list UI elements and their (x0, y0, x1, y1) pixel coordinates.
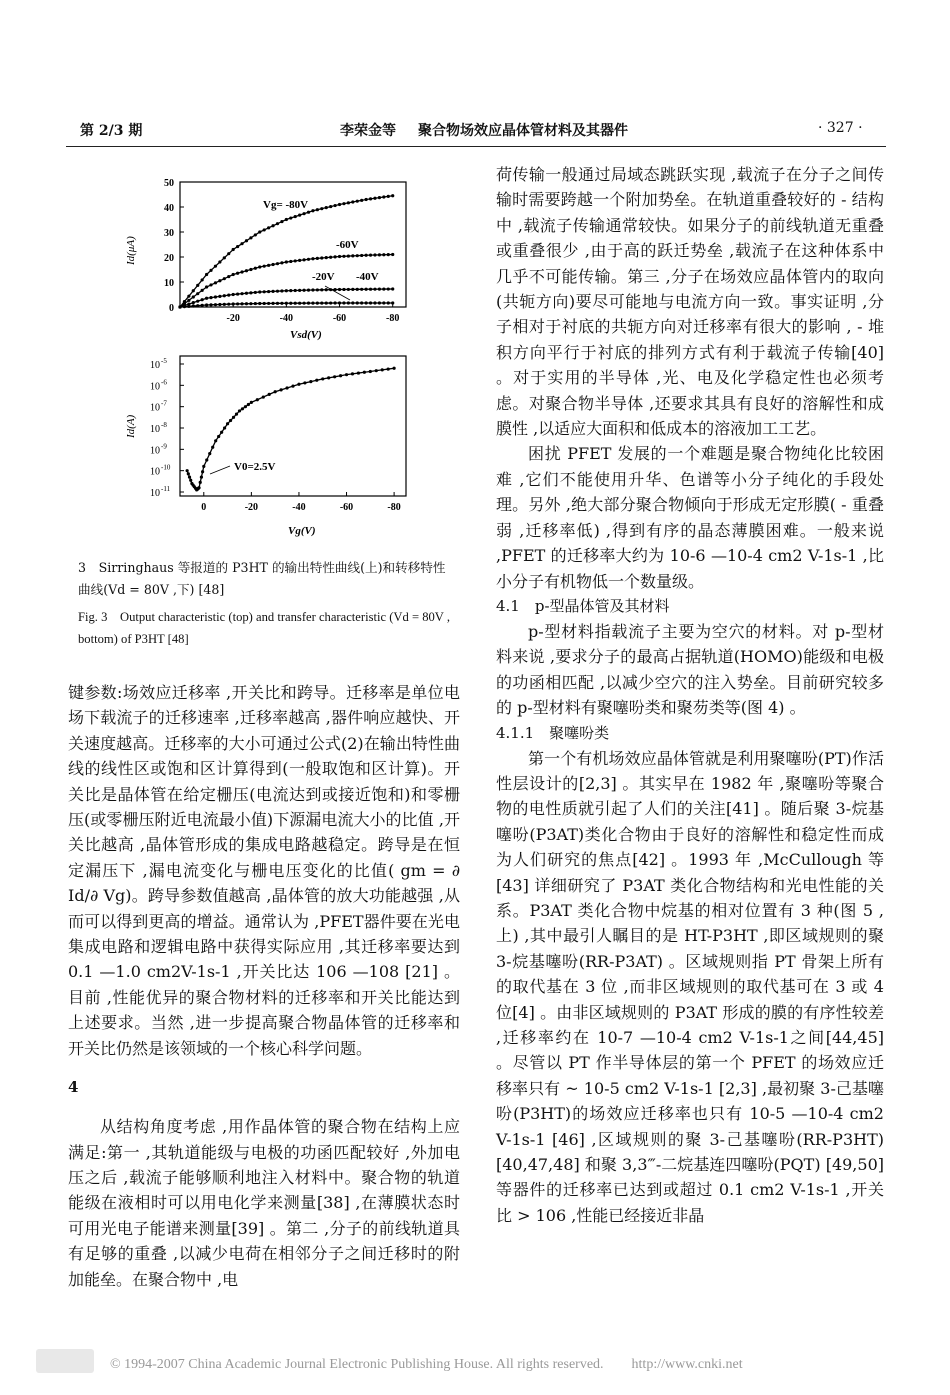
bottom-y-tick-exponent: -11 (161, 485, 171, 493)
output-data-point (338, 203, 341, 206)
bottom-y-tick-label: 10 (150, 402, 160, 414)
bottom-y-tick-label: 10 (150, 445, 160, 457)
paragraph-structure: 从结构角度考虑 ,用作晶体管的聚合物在结构上应满足:第一 ,其轨道能级与电极的功函匹配较好 ,外加电压之后 ,载流子能够顺利地注入材料中。聚合物的轨道能级在液相时可以用电化学来测量[38] ,在薄膜状态时可用光电子能谱来测量[39] 。第二 ,分子的前线轨道具有足够的重叠 ,以减少电荷在相邻分子之间迁移时的附加能垒。在聚合物中 ,电 (68, 1117, 460, 1289)
output-data-point (387, 195, 390, 198)
transfer-data-point (226, 422, 229, 425)
transfer-data-point (197, 486, 200, 489)
output-data-point (302, 258, 305, 261)
output-data-point (382, 287, 385, 290)
transfer-data-point (247, 403, 250, 406)
transfer-data-point (211, 446, 214, 449)
output-data-point (280, 289, 283, 292)
output-data-point (338, 255, 341, 258)
output-data-point (240, 242, 243, 245)
figure-caption-en: Fig. 3 Output characteristic (top) and transfer characteristic (Vd = 80V , bottom) of P3HT [48] (78, 610, 450, 646)
transfer-data-point (202, 465, 205, 468)
top-y-tick-label: 20 (164, 253, 174, 264)
output-data-point (347, 254, 350, 257)
transfer-data-point (369, 370, 372, 373)
section-heading-4-1-1: 4.1.1 聚噻吩类 (496, 723, 610, 742)
bottom-y-tick-label: 10 (150, 381, 160, 393)
output-data-point (223, 256, 226, 259)
output-data-point (258, 230, 261, 233)
transfer-data-point (291, 385, 294, 388)
output-data-point (351, 254, 354, 257)
transfer-data-point (303, 381, 306, 384)
output-data-point (387, 287, 390, 290)
output-data-point (245, 269, 248, 272)
output-data-point (289, 302, 292, 305)
transfer-data-point (274, 390, 277, 393)
output-data-point (342, 202, 345, 205)
bottom-y-axis-label: Id(A) (125, 414, 137, 438)
output-data-point (307, 211, 310, 214)
output-data-point (254, 233, 257, 236)
output-data-point (209, 283, 212, 286)
output-data-point (178, 305, 181, 308)
output-data-point (223, 303, 226, 306)
output-data-point (347, 288, 350, 291)
output-data-point (338, 288, 341, 291)
output-data-point (307, 258, 310, 261)
transfer-data-point (220, 431, 223, 434)
bottom-y-tick-label: 10 (150, 466, 160, 478)
transfer-data-point (187, 472, 190, 475)
output-data-point (223, 277, 226, 280)
transfer-data-point (339, 374, 342, 377)
output-data-point (356, 254, 359, 257)
transfer-data-point (280, 388, 283, 391)
output-data-point (218, 260, 221, 263)
transfer-data-point (201, 470, 204, 473)
output-data-point (378, 253, 381, 256)
output-data-point (369, 254, 372, 257)
output-data-point (240, 270, 243, 273)
output-data-point (289, 289, 292, 292)
output-data-point (249, 291, 252, 294)
output-data-point (280, 261, 283, 264)
output-data-point (356, 200, 359, 203)
output-data-point (285, 218, 288, 221)
output-data-point (316, 257, 319, 260)
running-authors: 李荣金等 (340, 123, 396, 139)
top-x-tick-label: -60 (332, 313, 347, 324)
output-data-point (391, 194, 394, 197)
output-data-point (267, 264, 270, 267)
output-data-point (249, 302, 252, 305)
output-data-point (201, 304, 204, 307)
output-data-point (276, 302, 279, 305)
transfer-data-point (189, 479, 192, 482)
transfer-data-point (241, 407, 244, 410)
output-data-point (267, 226, 270, 229)
output-data-point (329, 301, 332, 304)
output-data-point (356, 288, 359, 291)
output-data-point (214, 281, 217, 284)
output-data-point (294, 259, 297, 262)
output-data-point (236, 272, 239, 275)
header-rule (66, 146, 886, 147)
transfer-data-point (297, 383, 300, 386)
transfer-data-point (214, 439, 217, 442)
output-data-point (187, 295, 190, 298)
output-data-point (285, 302, 288, 305)
output-data-point (333, 204, 336, 207)
output-data-point (285, 260, 288, 263)
output-data-point (205, 303, 208, 306)
bottom-y-tick-exponent: -9 (161, 442, 167, 451)
output-data-point (302, 212, 305, 215)
curve-label-80: Vg= -80V (263, 199, 309, 211)
output-data-point (382, 195, 385, 198)
output-data-point (187, 299, 190, 302)
output-data-point (209, 269, 212, 272)
output-data-point (307, 289, 310, 292)
output-data-point (311, 302, 314, 305)
transfer-data-point (327, 376, 330, 379)
transfer-data-point (188, 475, 191, 478)
paragraph-p-type: p-型材料指载流子主要为空穴的材料。对 p-型材料来说 ,要求分子的最高占据轨道(HOMO)能级和电极的功函相匹配 ,以减少空穴的注入势垒。目前研究较多的 p-型材料有聚噻吩类和聚芴类等(图 4) 。 (496, 621, 884, 718)
output-data-point (267, 290, 270, 293)
output-data-point (351, 301, 354, 304)
output-data-point (223, 294, 226, 297)
annotation-pointer (210, 466, 230, 474)
output-data-point (245, 239, 248, 242)
output-data-point (209, 303, 212, 306)
output-data-point (329, 205, 332, 208)
output-data-point (218, 303, 221, 306)
output-data-point (232, 302, 235, 305)
transfer-data-point (351, 372, 354, 375)
output-data-point (254, 302, 257, 305)
figure-3 (120, 170, 420, 540)
top-x-axis-label: Vsd(V) (290, 329, 322, 341)
output-data-point (347, 201, 350, 204)
output-data-point (214, 303, 217, 306)
copyright-text: © 1994-2007 China Academic Journal Electronic Publishing House. All rights reserved. http://www.cnki.net (110, 1357, 743, 1372)
transfer-data-point (345, 373, 348, 376)
bottom-y-tick-exponent: -5 (161, 357, 167, 365)
output-data-point (205, 285, 208, 288)
output-data-point (351, 288, 354, 291)
output-data-point (325, 206, 328, 209)
output-data-point (192, 301, 195, 304)
transfer-data-point (309, 380, 312, 383)
output-data-point (236, 292, 239, 295)
top-y-tick-label: 10 (164, 278, 174, 289)
curve-label-40: -40V (356, 271, 379, 283)
output-data-point (227, 275, 230, 278)
right-column (496, 162, 884, 1228)
output-data-point (378, 196, 381, 199)
output-data-point (245, 292, 248, 295)
output-data-point (325, 288, 328, 291)
output-data-point (196, 292, 199, 295)
output-data-point (218, 279, 221, 282)
bottom-y-tick-label: 10 (150, 360, 160, 371)
output-data-point (205, 273, 208, 276)
output-data-point (365, 254, 368, 257)
output-data-point (302, 302, 305, 305)
output-data-point (365, 288, 368, 291)
transfer-data-point (200, 475, 203, 478)
output-data-point (276, 222, 279, 225)
output-data-point (365, 301, 368, 304)
output-data-point (201, 298, 204, 301)
output-data-point (302, 289, 305, 292)
output-data-point (360, 254, 363, 257)
transfer-data-point (315, 379, 318, 382)
bottom-x-tick-label: -80 (387, 502, 401, 513)
transfer-data-point (333, 375, 336, 378)
output-data-point (227, 294, 230, 297)
paragraph-purification: 困扰 PFET 发展的一个难题是聚合物纯化比较困难 ,它们不能使用升华、色谱等小分子纯化的手段处理。另外 ,绝大部分聚合物倾向于形成无定形膜( - 重叠弱 ,迁移率低) ,得到有序的晶态薄膜困难。一般来说 ,PFET 的迁移率大约为 10-6 —10-4 cm2 V-1s-1 ,比小分子有机物低一个数量级。 (496, 444, 884, 591)
output-data-point (391, 301, 394, 304)
top-y-tick-label: 30 (164, 228, 174, 239)
output-data-point (214, 265, 217, 268)
output-data-point (342, 301, 345, 304)
output-data-point (214, 295, 217, 298)
output-data-point (232, 273, 235, 276)
transfer-data-point (381, 368, 384, 371)
output-data-point (240, 292, 243, 295)
section-heading-4-1: 4.1 p-型晶体管及其材料 (496, 596, 670, 615)
bottom-x-tick-label: -60 (339, 502, 354, 513)
output-data-point (192, 304, 195, 307)
output-data-point (236, 245, 239, 248)
output-data-point (285, 289, 288, 292)
output-data-point (387, 301, 390, 304)
bottom-y-tick-exponent: -7 (161, 399, 167, 408)
bottom-x-axis-label: Vg(V) (288, 525, 316, 537)
transfer-data-point (285, 386, 288, 389)
top-y-tick-label: 40 (164, 203, 174, 214)
transfer-data-point (363, 371, 366, 374)
output-data-point (387, 253, 390, 256)
output-data-point (373, 197, 376, 200)
transfer-data-point (393, 367, 396, 370)
output-data-point (294, 289, 297, 292)
output-data-point (356, 301, 359, 304)
output-data-point (378, 288, 381, 291)
output-data-point (320, 288, 323, 291)
transfer-data-point (235, 413, 238, 416)
output-data-point (311, 288, 314, 291)
transfer-data-point (262, 395, 265, 398)
transfer-data-point (217, 435, 220, 438)
transfer-data-point (186, 469, 189, 472)
output-data-point (298, 214, 301, 217)
output-data-point (205, 297, 208, 300)
output-data-point (373, 288, 376, 291)
transfer-data-point (244, 405, 247, 408)
output-data-point (382, 301, 385, 304)
output-data-point (271, 263, 274, 266)
output-data-point (298, 289, 301, 292)
output-data-point (365, 198, 368, 201)
transfer-curve (187, 368, 394, 490)
output-data-point (258, 302, 261, 305)
output-data-point (263, 302, 266, 305)
output-data-point (196, 284, 199, 287)
top-y-axis-label: Id(μA) (125, 236, 137, 265)
output-data-point (289, 260, 292, 263)
output-data-point (338, 301, 341, 304)
output-data-point (263, 290, 266, 293)
output-data-point (347, 301, 350, 304)
output-data-point (382, 253, 385, 256)
bottom-y-tick-exponent: -6 (161, 378, 167, 387)
output-data-point (192, 289, 195, 292)
output-data-point (218, 295, 221, 298)
output-data-point (320, 256, 323, 259)
output-data-point (280, 220, 283, 223)
bottom-y-tick-exponent: -10 (161, 463, 171, 472)
output-data-point (378, 301, 381, 304)
output-data-point (294, 215, 297, 218)
output-data-point (258, 290, 261, 293)
output-data-point (289, 216, 292, 219)
output-data-point (320, 207, 323, 210)
output-data-point (276, 262, 279, 265)
transfer-data-point (238, 409, 241, 412)
transfer-data-point (208, 452, 211, 455)
output-data-point (196, 304, 199, 307)
output-data-point (232, 293, 235, 296)
output-data-point (369, 288, 372, 291)
output-data-point (360, 288, 363, 291)
curve-label-20: -20V (312, 271, 335, 283)
output-data-point (391, 287, 394, 290)
page-number: · 327 · (818, 120, 863, 136)
output-data-point (263, 265, 266, 268)
copyright-footer (0, 1350, 950, 1376)
bottom-y-tick-label: 10 (150, 424, 160, 435)
output-data-point (342, 255, 345, 258)
output-data-point (311, 257, 314, 260)
transfer-data-point (321, 377, 324, 380)
output-data-point (263, 228, 266, 231)
figure-caption-cn: 3 Sirringhaus 等报道的 P3HT 的输出特性曲线(上)和转移特性曲线(Vd = 80V ,下) [48] (78, 560, 446, 597)
output-data-point (373, 301, 376, 304)
output-data-point (351, 200, 354, 203)
bottom-y-tick-exponent: -8 (161, 421, 167, 429)
paragraph-polythiophene: 第一个有机场效应晶体管就是利用聚噻吩(PT)作活性层设计的[2,3] 。其实早在 1982 年 ,聚噻吩等聚合物的电性质就引起了人们的关注[41] 。随后聚 3-烷基噻吩(P3AT)类化合物由于良好的溶解性和稳定性而成为人们研究的焦点[42] 。1993 年 ,McCullough 等[43] 详细研究了 P3AT 类化合物结构和光电性能的关系。P3AT 类化合物中烷基的相对位置有 3 种(图 5 ,上) ,其中最引人瞩目的是 HT-P3HT ,即区域规则的聚 3-烷基噻吩(RR-P3AT) 。区域规则指 PT 骨架上所有的取代基在 3 位 ,而非区域规则的取代基可在 3 或 4 位[4] 。由非区域规则的 P3AT 形成的膜的有序性较差 ,迁移率约在 10-7 —10-4 cm2 V-1s-1之间[44,45] 。尽管以 PT 作半导体层的第一个 PFET 的场效应迁移率只有 ~ 10-5 cm2 V-1s-1 [2,3] ,最初聚 3-己基噻吩(P3HT)的场效应迁移率也只有 10-5 —10-4 cm2 V-1s-1 [46] ,区域规则的聚 3-己基噻吩(RR-P3HT) [40,47,48] 和聚 3,3‴-二烷基连四噻吩(PQT) [49,50] 等器件的迁移率已达到或超过 0.1 cm2 V-1s-1 ,开关比 > 106 ,性能已经接近非晶 (496, 748, 884, 1225)
transfer-data-point (205, 458, 208, 461)
output-data-point (267, 302, 270, 305)
output-data-point (271, 290, 274, 293)
output-data-point (254, 291, 257, 294)
output-data-point (369, 301, 372, 304)
output-data-point (391, 253, 394, 256)
output-data-point (342, 288, 345, 291)
output-data-point (192, 295, 195, 298)
output-data-point (249, 236, 252, 239)
output-data-point (209, 296, 212, 299)
output-data-point (258, 265, 261, 268)
issue-number: 第 2/3 期 (80, 123, 143, 139)
top-x-tick-label: -40 (279, 313, 294, 324)
output-data-point (329, 256, 332, 259)
output-data-point (298, 302, 301, 305)
output-data-point (320, 301, 323, 304)
output-data-point (245, 302, 248, 305)
output-data-point (227, 303, 230, 306)
output-data-point (201, 278, 204, 281)
bottom-plot-frame (180, 356, 406, 496)
output-data-point (360, 199, 363, 202)
output-data-point (360, 301, 363, 304)
transfer-data-point (229, 419, 232, 422)
output-data-point (307, 302, 310, 305)
threshold-annotation: V0=2.5V (234, 461, 276, 473)
paragraph-charge-transport: 荷传输一般通过局域态跳跃实现 ,载流子在分子之间传输时需要跨越一个附加势垒。在轨道重叠较好的 - 结构中 ,载流子传输通常较快。如果分子的前线轨道无重叠或重叠很少 ,由于高的跃迁势垒 ,载流子在这种体系中几乎不可能传输。第三 ,分子在场效应晶体管内的取向(共轭方向)要尽可能地与电流方向一致。事实证明 ,分子相对于衬底的共轭方向对迁移率有很大的影响 , - 堆积方向平行于衬底的排列方式有利于载流子传输[40] 。对于实用的半导体 ,光、电及化学稳定性也必须考虑。对聚合物半导体 ,还要求其具有良好的溶解性和成膜性 ,以适应大面积和低成本的溶液加工工艺。 (496, 165, 884, 439)
output-data-point (232, 248, 235, 251)
curve-label-60: -60V (336, 239, 359, 251)
transfer-data-point (223, 426, 226, 429)
top-y-tick-label: 0 (169, 303, 174, 314)
running-title: 聚合物场效应晶体管材料及其器件 (418, 123, 628, 139)
output-data-point (276, 290, 279, 293)
output-data-point (271, 224, 274, 227)
left-column (68, 680, 460, 1292)
output-data-point (325, 256, 328, 259)
transfer-data-point (357, 371, 360, 374)
top-x-tick-label: -20 (226, 313, 240, 324)
output-data-point (298, 259, 301, 262)
output-data-point (254, 267, 257, 270)
transfer-data-point (256, 398, 259, 401)
bottom-x-tick-label: -20 (244, 502, 259, 513)
output-data-point (201, 289, 204, 292)
transfer-data-point (199, 481, 202, 484)
output-data-point (280, 302, 283, 305)
output-data-point (316, 288, 319, 291)
bottom-x-tick-label: -40 (292, 502, 306, 513)
output-data-point (369, 197, 372, 200)
top-y-tick-label: 50 (164, 178, 174, 189)
transfer-data-point (268, 393, 271, 396)
transfer-data-point (375, 369, 378, 372)
paragraph-key-parameters: 键参数:场效应迁移率 ,开关比和跨导。迁移率是单位电场下载流子的迁移速率 ,迁移率越高 ,器件响应越快、开关速度越高。迁移率的大小可通过公式(2)在输出特性曲线的线性区或饱和区计算得到(一般取饱和区计算)。开关比是晶体管在给定栅压(电流达到或接近饱和)和零栅压(或零栅压附近电流最小值)下源漏电流大小的比值 ,开关比越高 ,晶体管形成的集成电路越稳定。跨导是在恒定漏压下 ,漏电流变化与栅电压变化的比值( gm = ∂ Id/∂ Vg)。跨导参数值越高 ,晶体管的放大功能越强 ,从而可以得到更高的增益。通常认为 ,PFET器件要在光电集成电路和逻辑电路中获得实际应用 ,其迁移率要达到 0.1 —1.0 cm2V-1s-1 ,开关比达 106 —108 [21] 。目前 ,性能优异的聚合物材料的迁移率和开关比能达到上述要求。当然 ,进一步提高聚合物晶体管的迁移率和开关比仍然是该领域的一个核心科学问题。 (68, 683, 460, 1058)
section-heading-4: 4 (68, 1078, 79, 1097)
output-data-point (294, 302, 297, 305)
curve-label-pointer (325, 286, 350, 300)
output-data-point (183, 305, 186, 308)
output-data-point (271, 302, 274, 305)
output-data-point (333, 301, 336, 304)
output-data-point (240, 302, 243, 305)
output-data-point (333, 255, 336, 258)
output-data-point (227, 252, 230, 255)
output-data-point (316, 208, 319, 211)
output-data-point (316, 302, 319, 305)
output-data-point (187, 305, 190, 308)
output-data-point (373, 253, 376, 256)
output-data-point (236, 302, 239, 305)
output-data-point (311, 209, 314, 212)
transfer-data-point (387, 367, 390, 370)
bottom-x-tick-label: 0 (201, 502, 207, 513)
output-data-point (249, 268, 252, 271)
output-data-point (196, 300, 199, 303)
top-x-tick-label: -80 (386, 313, 400, 324)
bottom-y-tick-label: 10 (150, 488, 160, 499)
transfer-data-point (232, 416, 235, 419)
transfer-data-point (250, 401, 253, 404)
output-data-point (325, 301, 328, 304)
